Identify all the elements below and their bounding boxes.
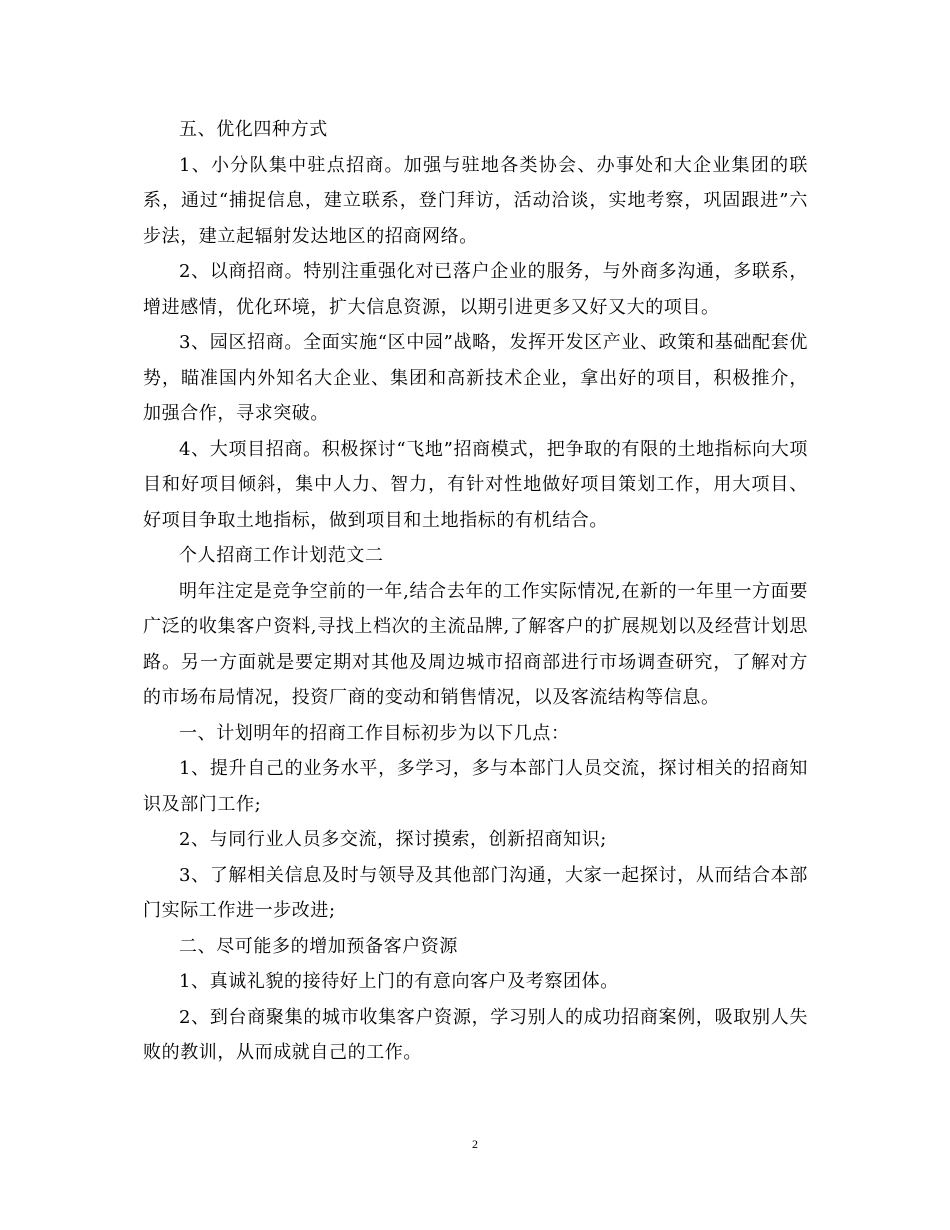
section-heading-optimize-methods: 五、优化四种方式 <box>179 119 328 140</box>
paragraph-method-3: 3、园区招商。全面实施“区中园”战略，发挥开发区产业、政策和基础配套优势，瞄准国内外知名大企业、集团和高新技术企业，拿出好的项目，积极推介，加强合作，寻求突破。 <box>143 332 808 424</box>
page-number: 2 <box>472 1137 478 1151</box>
paragraph-goal-3: 3、了解相关信息及时与领导及其他部门沟通，大家一起探讨，从而结合本部门实际工作进一步改进; <box>143 864 808 921</box>
section-heading-goals: 一、计划明年的招商工作目标初步为以下几点： <box>179 722 570 744</box>
paragraph-intro: 明年注定是竞争空前的一年,结合去年的工作实际情况,在新的一年里一方面要广泛的收集客户资料,寻找上档次的主流品牌,了解客户的扩展规划以及经营计划思路。另一方面就是要定期对其他及周边城市招商部进行市场调查研究，了解对方的市场布局情况，投资厂商的变动和销售情况，以及客流结构等信息。 <box>143 580 808 708</box>
paragraph-goal-1: 1、提升自己的业务水平，多学习，多与本部门人员交流，探讨相关的招商知识及部门工作; <box>143 758 808 815</box>
paragraph-resource-2: 2、到台商聚集的城市收集客户资源，学习别人的成功招商案例，吸取别人失败的教训，从而成就自己的工作。 <box>143 1006 808 1063</box>
paragraph-resource-1: 1、真诚礼貌的接待好上门的有意向客户及考察团体。 <box>179 971 619 992</box>
paragraph-goal-2: 2、与同行业人员多交流，探讨摸索，创新招商知识; <box>179 829 607 850</box>
document-body <box>143 112 808 1071</box>
section-heading-sample-two: 个人招商工作计划范文二 <box>179 545 384 566</box>
section-heading-client-resources: 二、尽可能多的增加预备客户资源 <box>179 935 458 957</box>
paragraph-method-2: 2、以商招商。特别注重强化对已落户企业的服务，与外商多沟通，多联系，增进感情，优化环境，扩大信息资源，以期引进更多又好又大的项目。 <box>143 261 808 318</box>
paragraph-method-1: 1、小分队集中驻点招商。加强与驻地各类协会、办事处和大企业集团的联系，通过“捕捉信息，建立联系，登门拜访，活动洽谈，实地考察，巩固跟进”六步法，建立起辐射发达地区的招商网络。 <box>143 154 808 247</box>
paragraph-method-4: 4、大项目招商。积极探讨“飞地”招商模式，把争取的有限的土地指标向大项目和好项目倾斜，集中人力、智力，有针对性地做好项目策划工作，用大项目、好项目争取土地指标，做到项目和土地指标的有机结合。 <box>143 438 808 531</box>
